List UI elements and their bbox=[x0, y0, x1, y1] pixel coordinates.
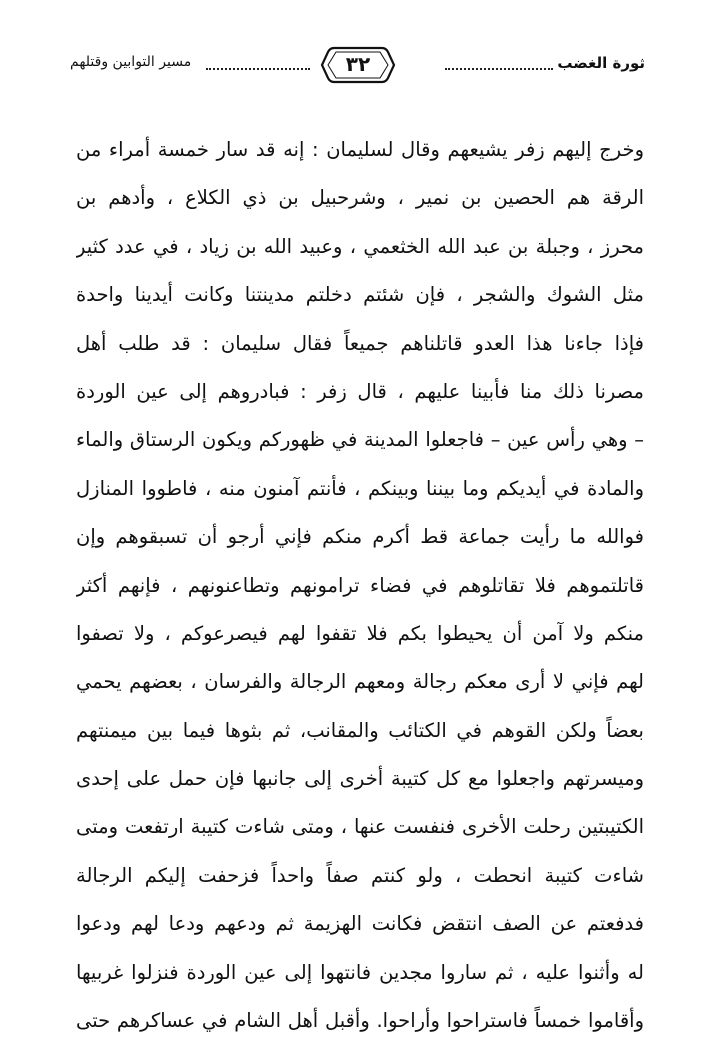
text-line: فوالله ما رأيت جماعة قط أكرم منكم فإني أرجو أن تسبقوهم وإن bbox=[76, 525, 644, 549]
text-line: – وهي رأس عين – فاجعلوا المدينة في ظهوركم ويكون الرستاق والماء bbox=[76, 428, 644, 452]
text-line: والمادة في أيديكم وما بيننا وبينكم ، فأنتم آمنون منه ، فاطووا المنازل bbox=[76, 476, 644, 500]
text-line: منكم ولا آمن أن يحيطوا بكم فلا تقفوا لهم فيصرعوكم ، ولا تصفوا bbox=[76, 621, 644, 645]
header-dotted-leader-left bbox=[206, 68, 310, 70]
page-number-frame bbox=[320, 44, 396, 86]
text-line: لهم فإني لا أرى معكم رجالة ومعهم الرجالة والفرسان ، بعضهم يحمي bbox=[76, 670, 644, 694]
book-title: ثورة الغضب bbox=[557, 54, 645, 72]
body-text bbox=[76, 126, 644, 1045]
text-line: محرز ، وجبلة بن عبد الله الخثعمي ، وعبيد الله بن زياد ، في عدد كثير bbox=[76, 234, 644, 258]
text-line: وخرج إليهم زفر يشيعهم وقال لسليمان : إنه قد سار خمسة أمراء من bbox=[76, 138, 644, 161]
text-line: مصرنا ذلك منا فأبينا عليهم ، قال زفر : فبادروهم إلى عين الوردة bbox=[76, 379, 644, 403]
header-dotted-leader-right bbox=[445, 68, 553, 70]
running-header bbox=[70, 44, 645, 90]
text-line: الكتيبتين رحلت الأخرى فنفست عنها ، ومتى شاءت كتيبة ارتفعت ومتى bbox=[76, 815, 644, 839]
text-line: مثل الشوك والشجر ، فإن شئتم دخلتم مدينتنا وكانت أيدينا واحدة bbox=[76, 283, 644, 307]
text-line: الرقة هم الحصين بن نمير ، وشرحبيل بن ذي الكلاع ، وأدهم بن bbox=[76, 186, 644, 210]
text-line: له وأثنوا عليه ، ثم ساروا مجدين فانتهوا إلى عين الوردة فنزلوا غربيها bbox=[76, 960, 644, 984]
text-line: شاءت كتيبة انحطت ، ولو كنتم صفاً واحداً فزحفت إليكم الرجالة bbox=[76, 863, 644, 887]
text-line: قاتلتموهم فلا تقاتلوهم في فضاء ترامونهم وتطاعنونهم ، فإنهم أكثر bbox=[76, 573, 644, 597]
text-line: فدفعتم عن الصف انتقض فكانت الهزيمة ثم ودعهم ودعا لهم ودعوا bbox=[76, 912, 644, 936]
text-line: بعضاً ولكن القوهم في الكتائب والمقانب، ثم بثوها فيما بين ميمنتهم bbox=[76, 718, 644, 742]
page-number: ٣٢ bbox=[345, 52, 371, 76]
text-line: فإذا جاءنا هذا العدو قاتلناهم جميعاً فقال سليمان : قد طلب أهل bbox=[76, 331, 644, 355]
text-line: وأقاموا خمساً فاستراحوا وأراحوا. وأقبل أهل الشام في عساكرهم حتى bbox=[76, 1009, 644, 1033]
chapter-title: مسير التوابين وقتلهم bbox=[70, 54, 192, 70]
text-line: وميسرتهم واجعلوا مع كل كتيبة أخرى إلى جانبها فإن حمل على إحدى bbox=[76, 767, 644, 791]
